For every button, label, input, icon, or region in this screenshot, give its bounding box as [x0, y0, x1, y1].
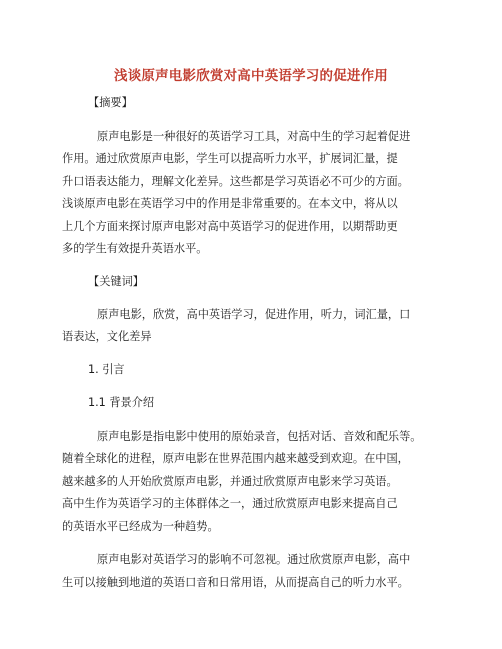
abstract-heading: 【摘要】	[88, 96, 133, 109]
abstract-line: 多的学生有效提升英语水平。	[62, 242, 208, 255]
abstract-line: 作用。通过欣赏原声电影，学生可以提高听力水平，扩展词汇量，提	[62, 152, 398, 165]
abstract-line: 浅谈原声电影在英语学习中的作用是非常重要的。在本文中，将从以	[62, 197, 398, 210]
document-title: 浅谈原声电影欣赏对高中英语学习的促进作用	[114, 68, 388, 84]
abstract-line: 上几个方面来探讨原声电影对高中英语学习的促进作用，以期帮助更	[62, 220, 398, 233]
abstract-line: 升口语表达能力，理解文化差异。这些都是学习英语必不可少的方面。	[62, 175, 409, 188]
section-1-heading: 1. 引言	[88, 363, 125, 376]
body-line: 高中生作为英语学习的主体群体之一，通过欣赏原声电影来提高自己	[62, 497, 398, 510]
body-line: 生可以接触到地道的英语口音和日常用语，从而提高自己的听力水平。	[62, 576, 409, 589]
body-line: 原声电影对英语学习的影响不可忽视。通过欣赏原声电影，高中	[97, 553, 411, 566]
section-1-1-heading: 1.1 背景介绍	[88, 396, 155, 409]
body-line: 随着全球化的进程，原声电影在世界范围内越来越受到欢迎。在中国，	[62, 452, 409, 465]
keywords-line: 语表达，文化差异	[62, 330, 152, 343]
body-line: 越来越多的人开始欣赏原声电影，并通过欣赏原声电影来学习英语。	[62, 475, 398, 488]
body-line: 原声电影是指电影中使用的原始录音，包括对话、音效和配乐等。	[97, 430, 422, 443]
keywords-heading: 【关键词】	[88, 275, 144, 288]
keywords-line: 原声电影，欣赏，高中英语学习，促进作用，听力，词汇量，口	[97, 308, 411, 321]
body-line: 的英语水平已经成为一种趋势。	[62, 520, 219, 533]
abstract-line: 原声电影是一种很好的英语学习工具，对高中生的学习起着促进	[97, 130, 411, 143]
